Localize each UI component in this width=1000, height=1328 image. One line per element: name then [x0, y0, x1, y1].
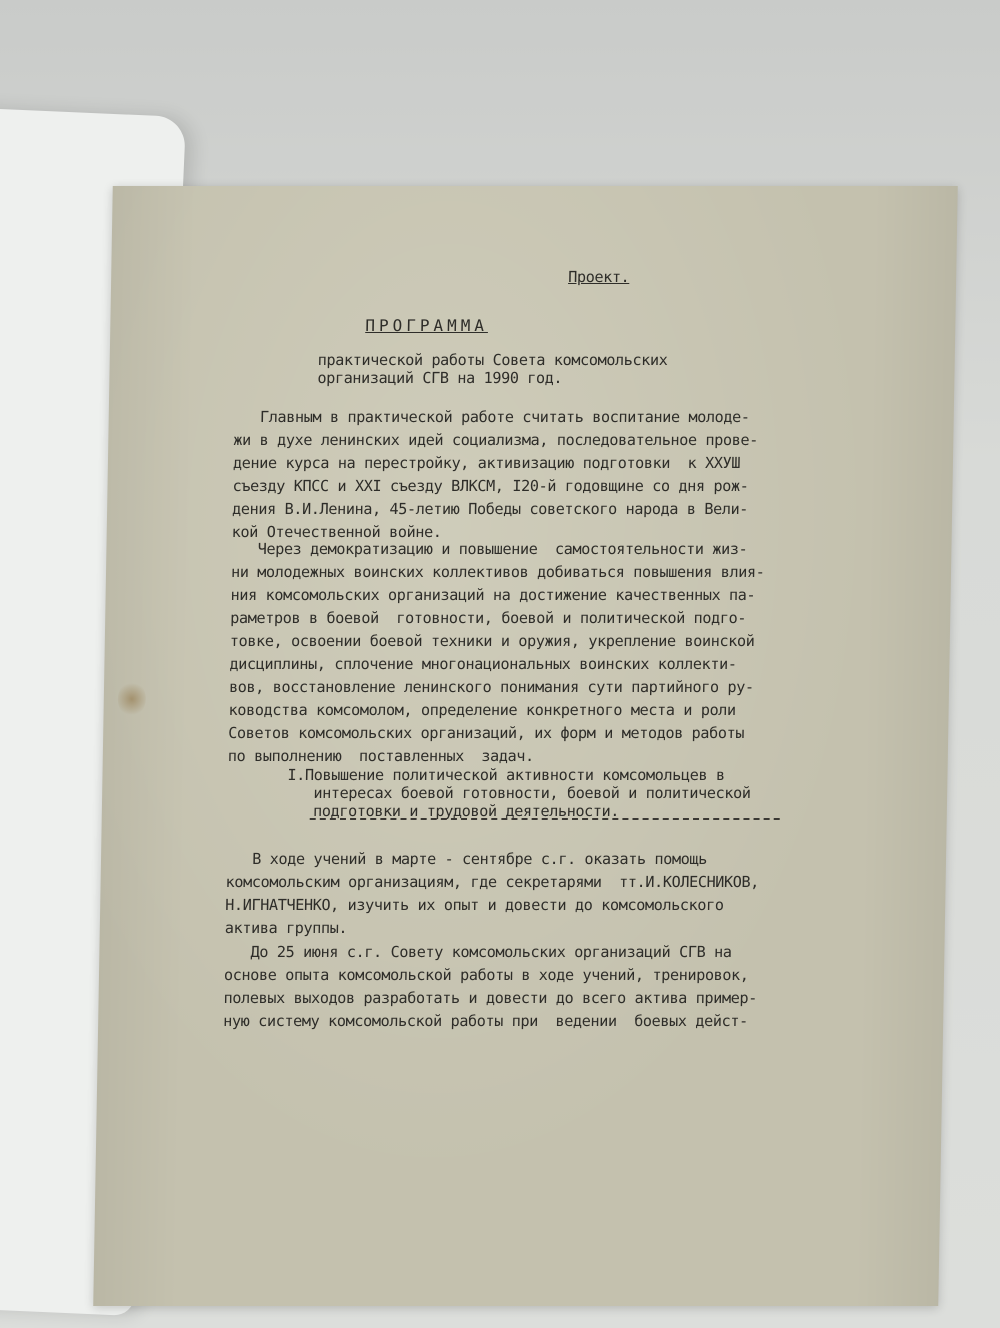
draft-stamp: Проект.	[568, 268, 630, 286]
text-line: жи в духе ленинских идей социализма, последовательное прове-	[233, 431, 759, 449]
document-subtitle	[317, 351, 667, 387]
text-line: по выполнению поставленных задач.	[227, 747, 535, 765]
text-line: Н.ИГНАТЧЕНКО, изучить их опыт и довести до комсомольского	[225, 896, 724, 914]
paragraph-exercises	[225, 848, 760, 940]
text-line: товке, освоении боевой техники и оружия, укрепление воинской	[229, 632, 755, 650]
text-line: ную систему комсомольской работы при ведении боевых дейст-	[223, 1012, 748, 1030]
text-line: основе опыта комсомольской работы в ходе учений, тренировок,	[223, 966, 749, 984]
paper-stain	[118, 681, 147, 717]
section-heading	[287, 766, 751, 820]
section-underline	[310, 818, 780, 820]
typed-document-page	[93, 186, 958, 1306]
heading-line: интересах боевой готовности, боевой и политической	[287, 784, 751, 802]
text-line: ния комсомольских организаций на достижение качественных па-	[230, 586, 756, 604]
text-line: В ходе учений в марте - сентябре с.г. оказать помощь	[225, 850, 708, 868]
text-line: съезду КПСС и XXI съезду ВЛКСМ, I20-й годовщине со дня рож-	[232, 477, 749, 495]
paragraph-deadline	[223, 941, 758, 1033]
text-line: дения В.И.Ленина, 45-летию Победы советского народа в Вели-	[231, 500, 749, 518]
text-line: Главным в практической работе считать воспитание молоде-	[233, 408, 750, 426]
text-line: ни молодежных воинских коллективов добиваться повышения влия-	[230, 563, 765, 581]
heading-line: I.Повышение политической активности комсомольцев в	[287, 766, 725, 784]
subtitle-line: организаций СГВ на 1990 год.	[317, 369, 563, 387]
text-line: До 25 июня с.г. Совету комсомольских организаций СГВ на	[224, 943, 732, 961]
text-line: Через демократизацию и повышение самостоятельности жиз-	[231, 540, 748, 558]
text-line: актива группы.	[224, 919, 348, 937]
text-line: Советов комсомольских организаций, их форм и методов работы	[228, 724, 745, 742]
text-line: раметров в боевой готовности, боевой и политической подго-	[230, 609, 747, 627]
text-line: ководства комсомолом, определение конкретного места и роли	[228, 701, 736, 719]
text-line: комсомольским организациям, где секретарями тт.И.КОЛЕСНИКОВ,	[225, 873, 760, 891]
subtitle-line: практической работы Совета комсомольских	[317, 351, 668, 369]
paragraph-intro	[232, 406, 759, 544]
text-line: дение курса на перестройку, активизацию подготовки к XXУШ	[232, 454, 741, 472]
heading-line: подготовки и трудовой деятельности.	[286, 802, 620, 820]
text-line: кой Отечественной войне.	[231, 523, 442, 541]
text-line: вов, восстановление ленинского понимания сути партийного ру-	[228, 678, 754, 696]
paragraph-democratization	[228, 538, 765, 768]
text-line: дисциплины, сплочение многонациональных воинских коллекти-	[229, 655, 737, 673]
text-line: полевых выходов разработать и довести до всего актива пример-	[223, 989, 758, 1007]
document-title: ПРОГРАММА	[365, 316, 489, 335]
